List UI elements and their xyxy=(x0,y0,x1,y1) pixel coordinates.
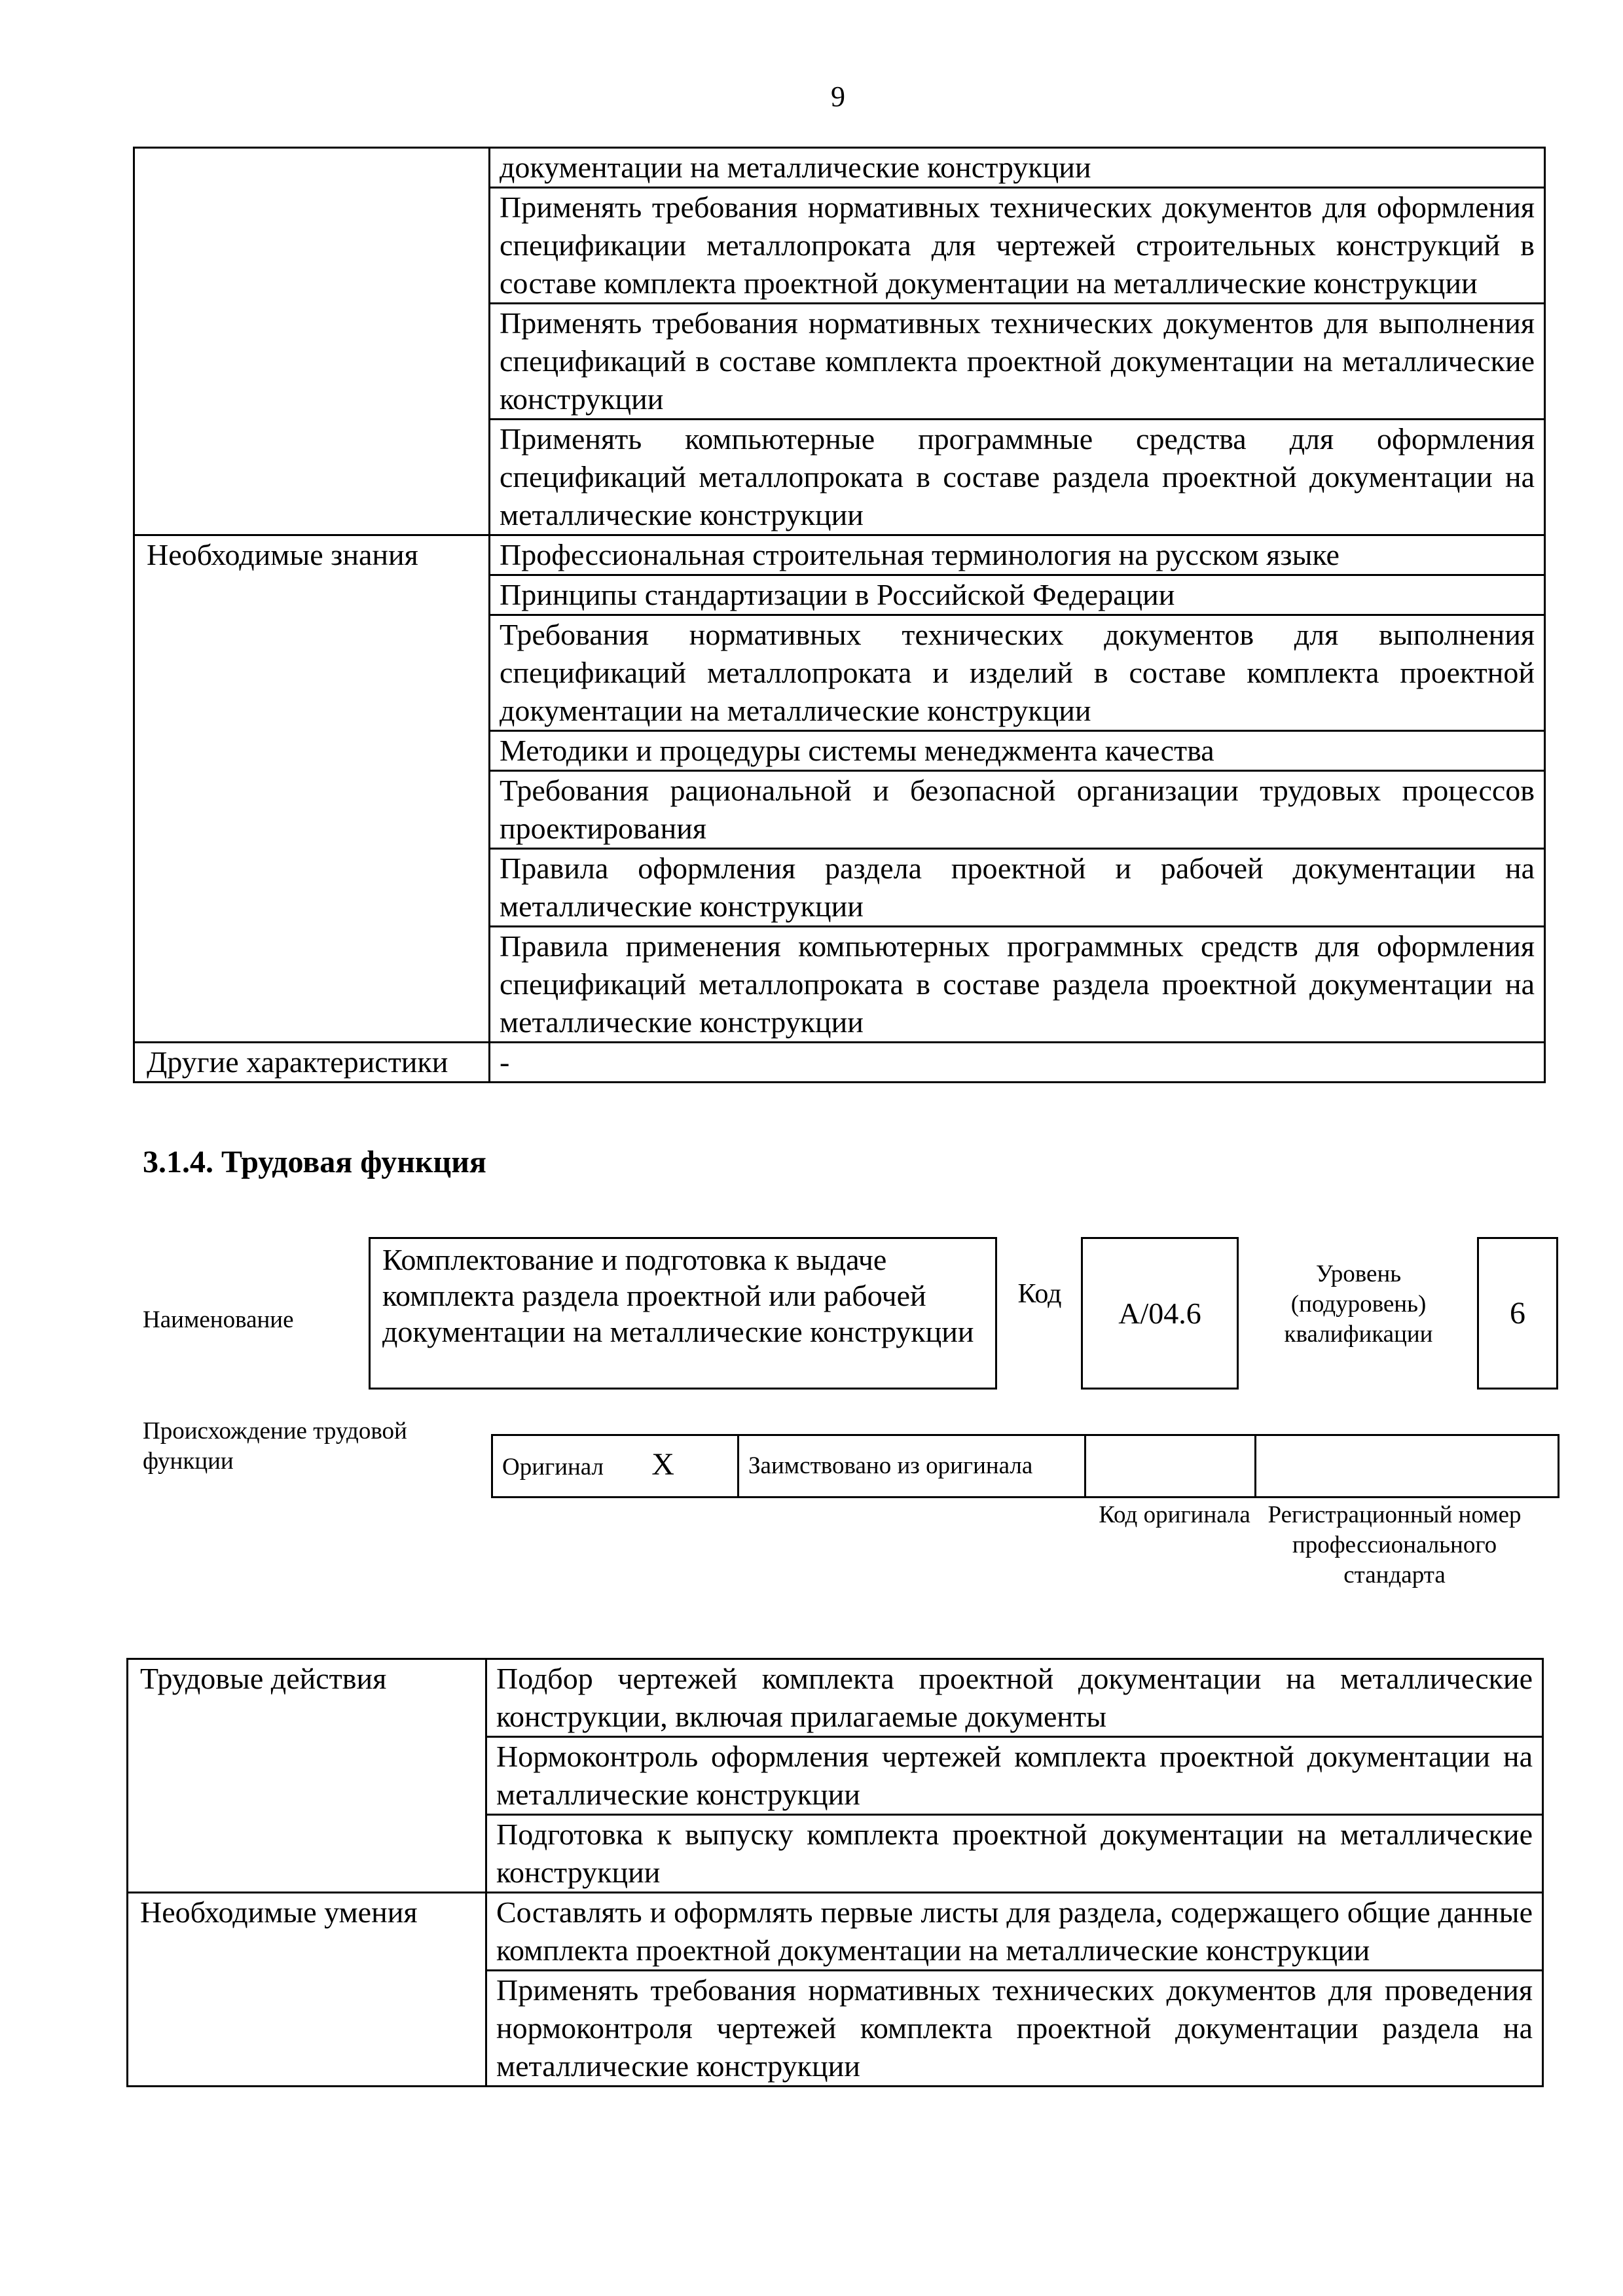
original-code-cell xyxy=(1085,1435,1256,1498)
page-number: 9 xyxy=(831,81,845,113)
function-code-value: А/04.6 xyxy=(1081,1237,1239,1390)
row-label-knowledge: Необходимые знания xyxy=(134,535,490,1043)
table-row xyxy=(128,1659,1543,1737)
row-item: Применять требования нормативных технических документов для проведения нормоконтроля чертежей комплекта проектной документации раздела на металлические конструкции xyxy=(486,1971,1543,2087)
borrowed-label: Заимствовано из оригинала xyxy=(739,1435,1085,1498)
row-item: Применять требования нормативных технических документов для выполнения спецификаций в составе комплекта проектной документации на металлические конструкции xyxy=(490,304,1545,420)
row-item: Требования рациональной и безопасной организации трудовых процессов проектирования xyxy=(490,771,1545,849)
code-label: Код xyxy=(1017,1279,1062,1309)
row-item: Требования нормативных технических документов для выполнения спецификаций металлопроката и изделий в составе комплекта проектной документации на металлические конструкции xyxy=(490,615,1545,731)
row-item: Правила оформления раздела проектной и рабочей документации на металлические конструкции xyxy=(490,849,1545,927)
row-item: Подготовка к выпуску комплекта проектной документации на металлические конструкции xyxy=(486,1815,1543,1893)
table-row xyxy=(134,148,1545,188)
table-row xyxy=(128,1893,1543,1971)
row-item: Правила применения компьютерных программных средств для оформления спецификаций металлопроката в составе раздела проектной документации на металлические конструкции xyxy=(490,927,1545,1043)
row-item: Подбор чертежей комплекта проектной документации на металлические конструкции, включая прилагаемые документы xyxy=(486,1659,1543,1737)
labor-actions-table xyxy=(126,1658,1544,2087)
origin-table xyxy=(491,1434,1559,1498)
row-label-other: Другие характеристики xyxy=(134,1043,490,1083)
table-row xyxy=(134,535,1545,575)
reg-caption: Регистрационный номер профессионального стандарта xyxy=(1267,1501,1522,1588)
origin-original-cell xyxy=(492,1435,739,1498)
name-label: Наименование xyxy=(143,1306,294,1333)
code-caption: Код оригинала xyxy=(1099,1501,1250,1528)
row-item: Применять компьютерные программные средства для оформления спецификаций металлопроката в составе раздела проектной документации на металлические конструкции xyxy=(490,420,1545,535)
row-label-actions: Трудовые действия xyxy=(128,1659,486,1893)
row-item: Применять требования нормативных технических документов для оформления спецификации металлопроката для чертежей строительных конструкций в составе комплекта проектной документации на металлические конструкции xyxy=(490,188,1545,304)
function-name-value: Комплектование и подготовка к выдаче комплекта раздела проектной или рабочей документации на металлические конструкции xyxy=(369,1237,997,1390)
row-label-skills: Необходимые умения xyxy=(128,1893,486,2087)
row-item: Принципы стандартизации в Российской Федерации xyxy=(490,575,1545,615)
section-title: 3.1.4. Трудовая функция xyxy=(143,1145,486,1179)
origin-label: Происхождение трудовой функции xyxy=(143,1418,407,1475)
row-item: документации на металлические конструкции xyxy=(490,148,1545,188)
table-row xyxy=(134,1043,1545,1083)
original-label: Оригинал xyxy=(502,1454,604,1480)
function-level-value: 6 xyxy=(1477,1237,1558,1390)
original-mark: X xyxy=(651,1447,674,1482)
row-item: Составлять и оформлять первые листы для раздела, содержащего общие данные комплекта проектной документации на металлические конструкции xyxy=(486,1893,1543,1971)
row-item: Методики и процедуры системы менеджмента качества xyxy=(490,731,1545,771)
row-item: Нормоконтроль оформления чертежей комплекта проектной документации на металлические конструкции xyxy=(486,1737,1543,1815)
registration-number-cell xyxy=(1256,1435,1559,1498)
level-label: Уровень (подуровень) квалификации xyxy=(1284,1261,1433,1348)
row-label xyxy=(134,148,490,535)
row-item: Профессиональная строительная терминология на русском языке xyxy=(490,535,1545,575)
row-item: - xyxy=(490,1043,1545,1083)
skills-knowledge-table xyxy=(133,147,1546,1083)
